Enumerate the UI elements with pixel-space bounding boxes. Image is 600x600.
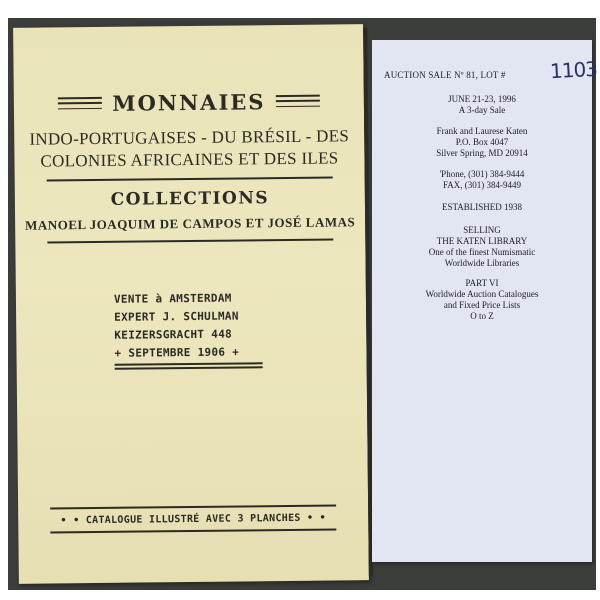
phone-number: 'Phone, (301) 384-9444 xyxy=(439,169,525,179)
auction-lot-label: AUCTION SALE Nº 81, LOT # xyxy=(384,70,506,80)
library-name: THE KATEN LIBRARY xyxy=(436,236,528,246)
title-row xyxy=(14,82,364,122)
title-right-ornament xyxy=(275,95,319,107)
divider-rule-1 xyxy=(47,177,333,181)
sale-dates-block xyxy=(372,94,592,116)
selling-block xyxy=(372,225,592,269)
sale-rule-1 xyxy=(115,362,263,365)
footer-rule-bottom xyxy=(50,528,336,532)
part-description-2: and Fixed Price Lists xyxy=(443,300,521,310)
address-block xyxy=(372,126,592,159)
footer-rule-top xyxy=(50,504,336,508)
divider-rule-2 xyxy=(47,239,333,243)
catalogue-booklet xyxy=(13,24,369,584)
collectors-names: MANOEL JOAQUIM DE CAMPOS ET JOSÉ LAMAS xyxy=(25,214,356,233)
library-description-2: Worldwide Libraries xyxy=(444,258,520,268)
booklet-footer: • • CATALOGUE ILLUSTRÉ AVEC 3 PLANCHES • • xyxy=(60,512,327,527)
part-description-1: Worldwide Auction Catalogues xyxy=(425,289,539,299)
selling-label: SELLING xyxy=(463,225,501,235)
sale-details xyxy=(114,289,275,363)
title-left-ornament xyxy=(58,97,102,109)
collections-heading: COLLECTIONS xyxy=(110,188,270,210)
auction-lot-card xyxy=(372,40,598,562)
booklet-subtitle-line2: COLONIES AFRICAINES ET DES ILES xyxy=(40,148,339,171)
part-label: PART VI xyxy=(465,278,499,288)
contact-block xyxy=(372,169,592,191)
sale-address: KEIZERSGRACHT 448 xyxy=(114,327,233,342)
sale-dates: JUNE 21-23, 1996 xyxy=(448,94,516,104)
part-description-3: O to Z xyxy=(470,311,494,321)
sale-expert: EXPERT J. SCHULMAN xyxy=(114,309,239,324)
library-description-1: One of the finest Numismatic xyxy=(428,247,536,257)
handwritten-lot-number: 1103 xyxy=(549,56,598,84)
established-line xyxy=(372,202,592,213)
sale-location: VENTE à AMSTERDAM xyxy=(113,291,232,306)
booklet-title: MONNAIES xyxy=(112,88,266,116)
fax-number: FAX, (301) 384-9449 xyxy=(442,180,522,190)
sale-date: + SEPTEMBRE 1906 + xyxy=(114,345,240,360)
city-line: Silver Spring, MD 20914 xyxy=(436,148,528,158)
po-box: P.O. Box 4047 xyxy=(455,137,509,147)
seller-names: Frank and Laurese Katen xyxy=(436,126,528,136)
booklet-subtitle-line1: INDO-PORTUGAISES - DU BRÉSIL - DES xyxy=(29,126,350,149)
sale-length: A 3-day Sale xyxy=(458,105,506,115)
part-block xyxy=(372,278,592,322)
established-text: ESTABLISHED 1938 xyxy=(441,202,523,212)
sale-rule-2 xyxy=(115,366,263,369)
